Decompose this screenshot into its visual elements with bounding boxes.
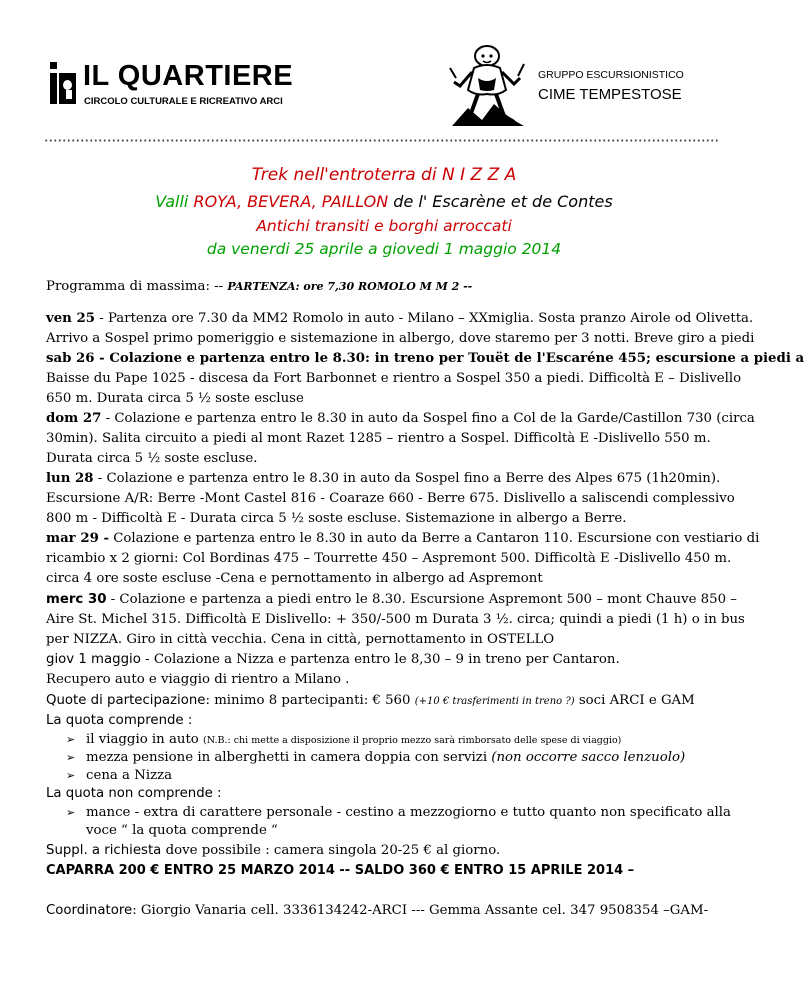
valleys-names: ROYA, BEVERA, PAILLON [193,192,389,211]
valleys-prefix: Valli [155,192,194,211]
list-item: ➢ mezza pensione in alberghetti in camera doppia con servizi (non occorre sacco lenzuolo) [66,750,686,765]
day-dom-line1 [46,409,755,429]
day-sab-line1 [46,349,804,369]
day-merc-line1 [46,590,737,610]
arrow-bullet-icon: ➢ [66,751,76,764]
day-ven-line1 [46,309,754,329]
day-mar-line1 [46,529,760,549]
day-giov-line2: Recupero auto e viaggio di rientro a Milano . [46,672,350,687]
day-lun-line2: Escursione A/R: Berre -Mont Castel 816 - Coaraze 660 - Berre 675. Dislivello a saliscendi complessivo [46,491,735,506]
day-lun-line1 [46,469,726,489]
programma-line [46,277,726,297]
day-sab-line3: 650 m. Durata circa 5 ½ soste escluse [46,391,304,406]
dotted-divider [44,139,720,142]
day-sab-text: - Colazione e partenza entro le 8.30: in treno per Touët de l'Escaréne 455; escursione a piedi a [94,351,804,366]
day-mar-text: Colazione e partenza entro le 8.30 in auto da Berre a Cantaron 110. Escursione con vestiario di [108,531,760,546]
supplemento-text: dove possibile : camera singola 20-25 € al giorno. [161,843,501,858]
arrow-bullet-icon: ➢ [66,806,76,819]
day-ven-text: - Partenza ore 7.30 da MM2 Romolo in auto - Milano – XXmiglia. Sosta pranzo Airole od Olivetta. [95,311,754,326]
day-dom-line2: 30min). Salita circuito a piedi al mont Razet 1285 – rientro a Sospel. Difficoltà E -Dislivello 550 m. [46,431,711,446]
day-mar-line3: circa 4 ore soste escluse -Cena e pernottamento in albergo ad Aspremont [46,571,543,586]
day-label-mar: mar 29 - [46,531,109,546]
org-name: IL QUARTIERE [83,60,294,92]
il-quartiere-logo-icon [50,62,76,104]
day-mar-line2: ricambio x 2 giorni: Col Bordinas 475 – Tourrette 450 – Aspremont 500. Difficoltà E -Dislivello 450 m. [46,551,732,566]
group-name: CIME TEMPESTOSE [538,86,682,103]
coordinatore-text: : Giorgio Vanaria cell. 3336134242-ARCI --- Gemma Assante cel. 347 9508354 –GAM- [132,903,709,918]
quote-text: : minimo 8 partecipanti: € 560 [205,693,415,708]
caparra-line: CAPARRA 200 € ENTRO 25 MARZO 2014 -- SALDO 360 € ENTRO 15 APRILE 2014 – [46,863,635,878]
day-lun-text: - Colazione e partenza entro le 8.30 in auto da Sospel fino a Berre des Alpes 675 (1h20min). [93,471,721,486]
quote-note: (+10 € trasferimenti in treno ?) [414,696,575,707]
day-label-sab: sab 26 [46,351,95,366]
arrow-bullet-icon: ➢ [66,769,76,782]
trek-valleys [0,192,768,211]
trek-subtitle: Antichi transiti e borghi arroccati [256,217,512,235]
quote-label: Quote di partecipazione [46,693,206,708]
list-item: ➢ cena a Nizza [66,768,173,783]
list-item-continuation: voce “ la quota comprende “ [86,823,278,838]
trek-dates: da venerdi 25 aprile a giovedi 1 maggio 2014 [206,240,562,258]
org-subtitle: CIRCOLO CULTURALE E RICREATIVO ARCI [84,96,283,107]
coordinatore-label: Coordinatore [46,903,133,918]
day-ven-line2: Arrivo a Sospel primo pomeriggio e sistemazione in albergo, dove staremo per 3 notti. Breve giro a piedi [46,331,755,346]
coordinatore-line [46,901,726,921]
day-dom-line3: Durata circa 5 ½ soste escluse. [46,451,258,466]
quote-line [46,691,726,712]
day-merc-line3: per NIZZA. Giro in città vecchia. Cena in città, pernottamento in OSTELLO [46,632,555,647]
valleys-suffix: de l' Escarène et de Contes [388,192,613,211]
programma-label: Programma di massima: -- [46,279,228,294]
day-giov-line1 [46,650,726,670]
day-sab-line2: Baisse du Pape 1025 - discesa da Fort Barbonnet e rientro a Sospel 350 a piedi. Difficoltà E – Dislivello [46,371,742,386]
day-giov-text: - Colazione a Nizza e partenza entro le 8,30 – 9 in treno per Cantaron. [140,652,620,667]
list-item: ➢ mance - extra di carattere personale - cestino a mezzogiorno e tutto quanto non specificato alla [66,805,731,820]
day-label-dom: dom 27 [46,411,102,426]
partenza-text: PARTENZA: ore 7,30 ROMOLO M M 2 -- [227,280,473,293]
day-label-lun: lun 28 [46,471,94,486]
day-label-giov: giov 1 maggio [46,652,141,667]
day-label-merc: merc 30 [46,592,107,607]
quota-non-comprende-heading: La quota non comprende : [46,786,222,801]
list-item: ➢ il viaggio in auto (N.B.: chi mette a disposizione il proprio mezzo sarà rimborsato delle spese di viaggio) [66,732,622,747]
supplemento-line [46,841,726,861]
mountain-climber-emblem-icon [448,38,526,130]
trek-title: Trek nell'entroterra di N I Z Z A [251,165,517,185]
day-merc-line2: Aire St. Michel 315. Difficoltà E Dislivello: + 350/-500 m Durata 3 ½. circa; quindi a piedi (1 h) o in bus [46,612,745,627]
quota-comprende-heading: La quota comprende : [46,713,193,728]
quote-soci: soci ARCI e GAM [574,693,695,708]
arrow-bullet-icon: ➢ [66,733,76,746]
day-dom-text: - Colazione e partenza entro le 8.30 in auto da Sospel fino a Col de la Garde/Castillon 730 (circa [101,411,755,426]
day-merc-text: - Colazione e partenza a piedi entro le 8.30. Escursione Aspremont 500 – mont Chauve 850 – [106,592,737,607]
group-label: GRUPPO ESCURSIONISTICO [538,69,684,81]
supplemento-label: Suppl. a richiesta [46,843,162,858]
day-label-ven: ven 25 [46,311,95,326]
day-lun-line3: 800 m - Difficoltà E - Durata circa 5 ½ soste escluse. Sistemazione in albergo a Berre. [46,511,627,526]
